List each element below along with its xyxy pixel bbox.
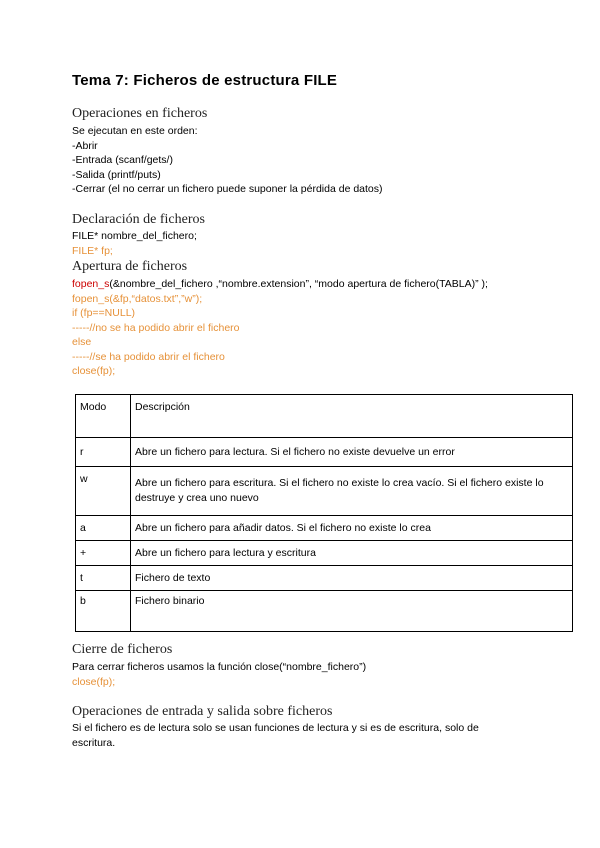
table-cell-modo: a <box>76 516 131 541</box>
heading-apertura: Apertura de ficheros <box>72 259 188 274</box>
table-row <box>76 541 573 566</box>
heading-operaciones: Operaciones en ficheros <box>72 106 208 121</box>
table-header-row <box>76 395 573 438</box>
entrada-salida-text: Si el fichero es de lectura solo se usan funciones de lectura y si es de escritura, solo de escritura. <box>72 722 479 749</box>
heading-cierre: Cierre de ficheros <box>72 642 173 657</box>
table-row <box>76 438 573 467</box>
table-cell-desc: Abre un fichero para lectura y escritura <box>131 541 573 566</box>
table-cell-modo: b <box>76 591 131 632</box>
table-cell-desc: Fichero de texto <box>131 566 573 591</box>
heading-declaracion: Declaración de ficheros <box>72 212 205 227</box>
operaciones-intro: Se ejecutan en este orden: <box>72 125 198 137</box>
table-row <box>76 516 573 541</box>
operaciones-item: -Entrada (scanf/gets/) <box>72 154 173 166</box>
heading-entrada-salida: Operaciones de entrada y salida sobre ficheros <box>72 704 333 719</box>
table-header-modo: Modo <box>76 395 131 438</box>
table-cell-modo: r <box>76 438 131 467</box>
declaracion-code: FILE* fp; <box>72 245 113 257</box>
cierre-text: Para cerrar ficheros usamos la función close(“nombre_fichero”) <box>72 661 367 673</box>
table-row <box>76 467 573 516</box>
apertura-syntax <box>72 277 488 291</box>
declaracion-line: FILE* nombre_del_fichero; <box>72 230 197 242</box>
operaciones-item: -Abrir <box>72 140 98 152</box>
apertura-code-line: -----//no se ha podido abrir el fichero <box>72 322 240 334</box>
operaciones-item: -Cerrar (el no cerrar un fichero puede suponer la pérdida de datos) <box>72 183 383 195</box>
apertura-code-line: close(fp); <box>72 365 116 377</box>
table-cell-modo: t <box>76 566 131 591</box>
table-cell-modo: w <box>76 467 131 516</box>
operaciones-item: -Salida (printf/puts) <box>72 169 161 181</box>
modes-table <box>75 394 573 632</box>
fopen-function-name: fopen_s <box>72 278 110 290</box>
page-title: Tema 7: Ficheros de estructura FILE <box>72 72 338 89</box>
cierre-code: close(fp); <box>72 676 116 688</box>
table-cell-modo: + <box>76 541 131 566</box>
table-row <box>76 591 573 632</box>
apertura-code-line: if (fp==NULL) <box>72 307 136 319</box>
table-cell-desc: Abre un fichero para escritura. Si el fichero no existe lo crea vacío. Si el fichero existe lo destruye y crea uno nuevo <box>131 467 573 516</box>
apertura-code-line: fopen_s(&fp,“datos.txt”,”w”); <box>72 293 203 305</box>
table-cell-desc: Abre un fichero para añadir datos. Si el fichero no existe lo crea <box>131 516 573 541</box>
fopen-arguments: (&nombre_del_fichero ,“nombre.extension”, “modo apertura de fichero(TABLA)” ); <box>109 278 488 290</box>
apertura-code-line: -----//se ha podido abrir el fichero <box>72 351 225 363</box>
table-cell-desc: Fichero binario <box>131 591 573 632</box>
apertura-code-line: else <box>72 336 92 348</box>
table-row <box>76 566 573 591</box>
table-header-descripcion: Descripción <box>131 395 573 438</box>
table-cell-desc: Abre un fichero para lectura. Si el fichero no existe devuelve un error <box>131 438 573 467</box>
